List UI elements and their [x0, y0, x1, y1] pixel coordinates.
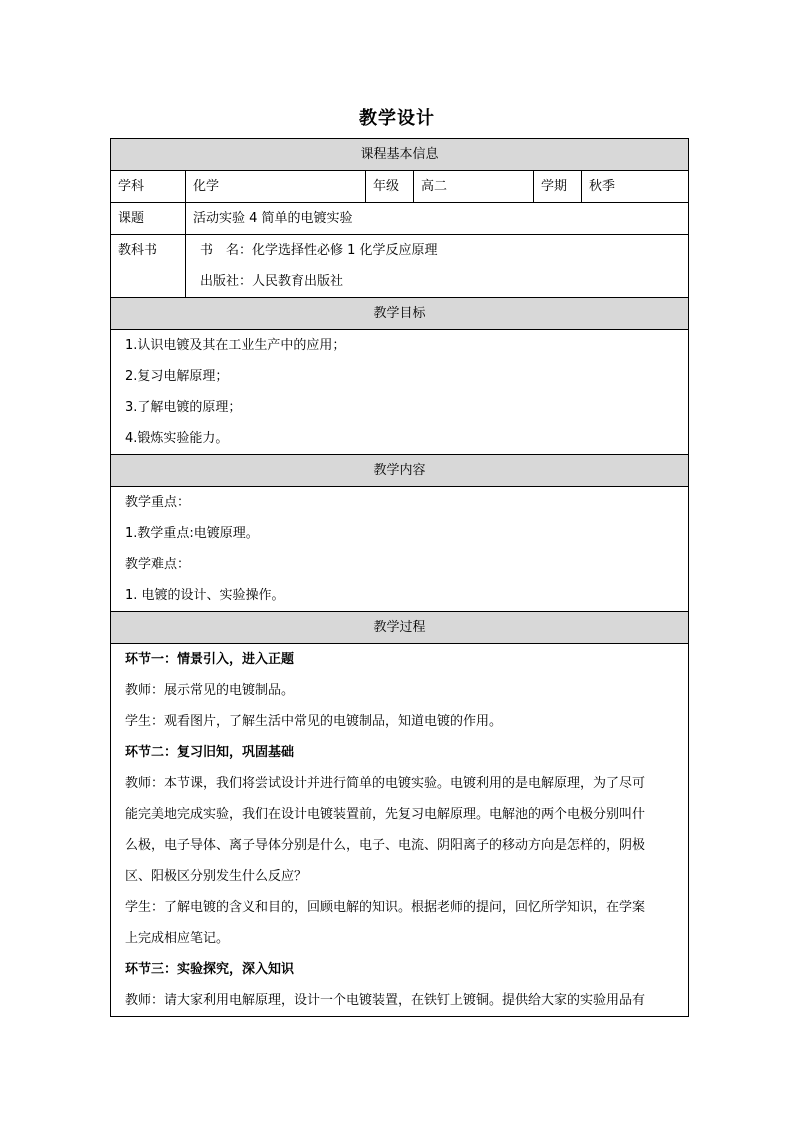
process-line: 学生：了解电镀的含义和目的，回顾电解的知识。根据老师的提问，回忆所学知识，在学案 — [125, 900, 646, 915]
textbook-name: 书 名：化学选择性必修 1 化学反应原理 — [200, 243, 438, 258]
subject-label: 学科 — [111, 171, 186, 203]
objectives-list — [111, 330, 689, 455]
process-stage-heading: 环节一：情景引入，进入正题 — [125, 652, 295, 667]
process-line: 么极，电子导体、离子导体分别是什么，电子、电流、阴阳离子的移动方向是怎样的，阴极 — [125, 838, 646, 853]
section-header-content: 教学内容 — [111, 455, 689, 487]
process-block — [111, 644, 689, 1017]
section-header-process: 教学过程 — [111, 612, 689, 644]
process-line: 教师：请大家利用电解原理，设计一个电镀装置，在铁钉上镀铜。提供给大家的实验用品有 — [125, 993, 646, 1008]
process-stage-heading: 环节三：实验探究，深入知识 — [125, 962, 295, 977]
process-line: 能完美地完成实验，我们在设计电镀装置前，先复习电解原理。电解池的两个电极分别叫什 — [125, 807, 646, 822]
process-line: 上完成相应笔记。 — [125, 931, 230, 946]
content-block — [111, 487, 689, 612]
objective-item: 2.复习电解原理； — [125, 369, 229, 384]
difficulty-item: 1. 电镀的设计、实验操作。 — [125, 588, 285, 603]
process-line: 学生：观看图片，了解生活中常见的电镀制品，知道电镀的作用。 — [125, 714, 503, 729]
topic-label: 课题 — [111, 203, 186, 235]
grade-value: 高二 — [414, 171, 534, 203]
key-points-label: 教学重点： — [125, 495, 191, 510]
objective-item: 4.锻炼实验能力。 — [125, 431, 229, 446]
term-value: 秋季 — [582, 171, 689, 203]
section-header-objectives: 教学目标 — [111, 298, 689, 330]
objective-item: 3.了解电镀的原理； — [125, 400, 242, 415]
textbook-info — [186, 235, 689, 298]
grade-label: 年级 — [366, 171, 414, 203]
process-line: 教师：展示常见的电镀制品。 — [125, 683, 295, 698]
process-line: 区、阳极区分别发生什么反应？ — [125, 869, 308, 884]
term-label: 学期 — [534, 171, 582, 203]
section-header-basic-info: 课程基本信息 — [111, 139, 689, 171]
subject-value: 化学 — [186, 171, 366, 203]
objective-item: 1.认识电镀及其在工业生产中的应用； — [125, 338, 346, 353]
textbook-publisher: 出版社：人民教育出版社 — [200, 274, 344, 289]
process-stage-heading: 环节二：复习旧知，巩固基础 — [125, 745, 295, 760]
textbook-label: 教科书 — [111, 235, 186, 298]
process-line: 教师：本节课，我们将尝试设计并进行简单的电镀实验。电镀利用的是电解原理，为了尽可 — [125, 776, 646, 791]
key-point-item: 1.教学重点:电镀原理。 — [125, 526, 259, 541]
document-title: 教学设计 — [359, 108, 435, 129]
lesson-plan-table — [110, 138, 689, 1017]
topic-value: 活动实验 4 简单的电镀实验 — [186, 203, 689, 235]
difficulty-label: 教学难点： — [125, 557, 191, 572]
